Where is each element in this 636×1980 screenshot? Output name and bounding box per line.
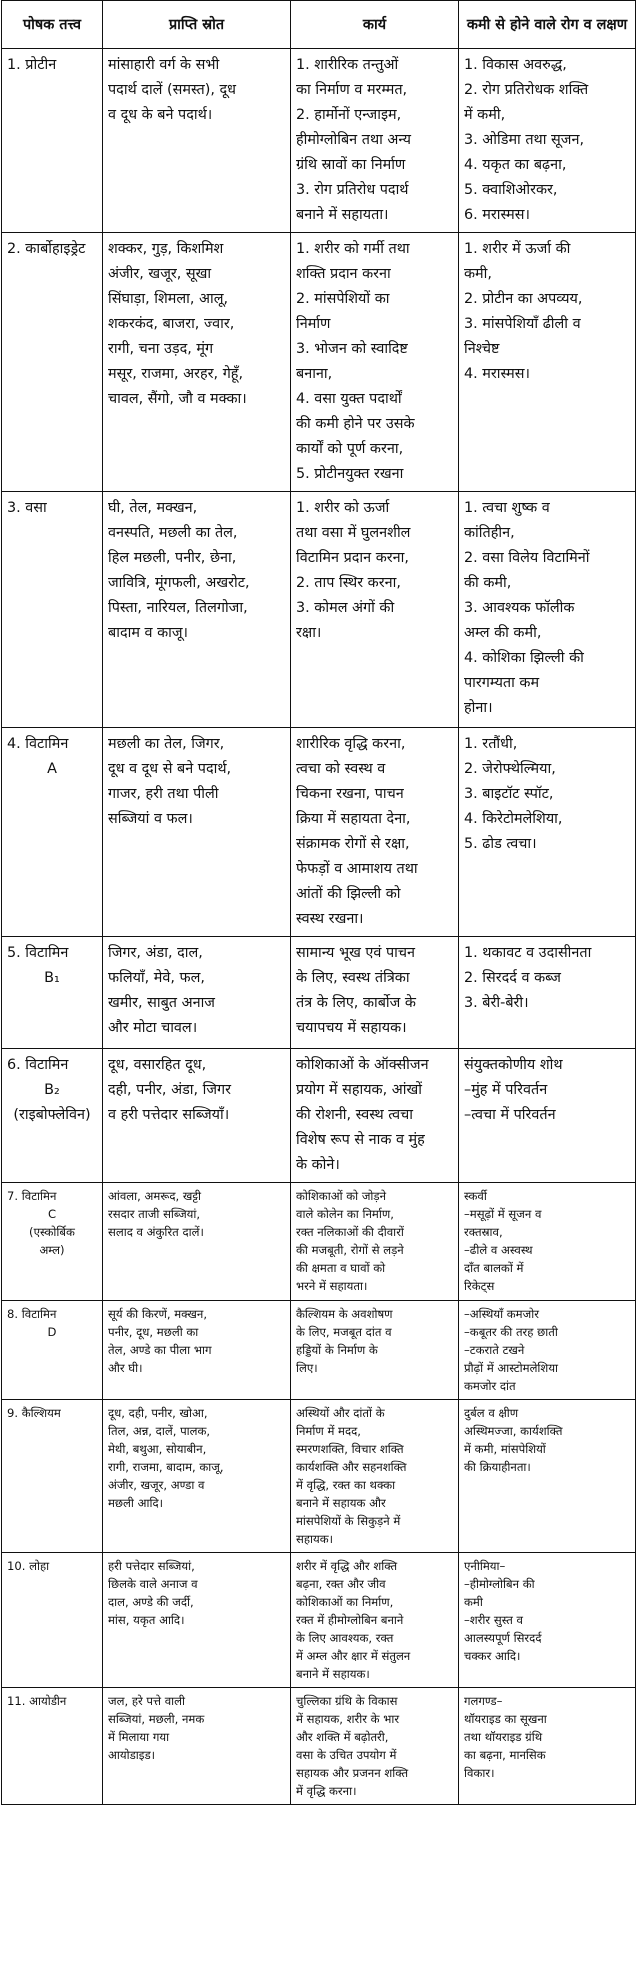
- table-row: [2, 49, 636, 233]
- cell-line: 1. शरीर में ऊर्जा की: [464, 241, 571, 257]
- cell-line: चुल्लिका ग्रंथि के विकास: [296, 1694, 398, 1708]
- cell-line: मांसपेशियों के सिकुड़ने में: [296, 1514, 401, 1528]
- cell-line: 1. थकावट व उदासीनता: [464, 945, 592, 961]
- functions-cell: [291, 1301, 459, 1400]
- functions-cell: [291, 1049, 459, 1183]
- nutrient-cell: [2, 1400, 103, 1553]
- cell-line: 11. आयोडीन: [7, 1694, 67, 1708]
- cell-line: 2. मांसपेशियों का: [296, 291, 390, 307]
- cell-line: दही, पनीर, अंडा, जिगर: [108, 1082, 232, 1098]
- cell-line: सलाद व अंकुरित दालें।: [108, 1225, 204, 1239]
- cell-line: बढ़ना, रक्त और जीव: [296, 1577, 386, 1591]
- cell-line: मछली का तेल, जिगर,: [108, 736, 225, 752]
- cell-line: आलस्यपूर्ण सिरदर्द: [464, 1631, 542, 1645]
- cell-line: भरने में सहायता।: [296, 1279, 368, 1293]
- cell-line: मछली आदि।: [108, 1496, 164, 1510]
- cell-line: 4. मरास्मस।: [464, 366, 530, 382]
- cell-line: रक्षा।: [296, 625, 322, 641]
- deficiency-cell: [459, 1553, 636, 1688]
- sources-cell: [103, 1301, 291, 1400]
- cell-line: पदार्थ दालें (समस्त), दूध: [108, 82, 237, 98]
- cell-line: A: [47, 761, 57, 777]
- deficiency-cell: [459, 1183, 636, 1301]
- cell-line: 4. किरेटोमलेशिया,: [464, 811, 563, 827]
- cell-line: (एस्कोर्बिक: [29, 1225, 75, 1239]
- cell-line: में वृद्धि करना।: [296, 1784, 357, 1798]
- sources-cell: [103, 1400, 291, 1553]
- cell-line: वाले कोलेन का निर्माण,: [296, 1207, 394, 1221]
- sources-cell: [103, 492, 291, 728]
- cell-line: 8. विटामिन: [7, 1307, 57, 1321]
- cell-line: शक्ति प्रदान करना: [296, 266, 391, 282]
- cell-line: में कमी, मांसपेशियों: [464, 1442, 546, 1456]
- nutrient-cell: [2, 1688, 103, 1805]
- cell-line: की कमी होने पर उसके: [296, 416, 415, 432]
- nutrient-cell: [2, 1301, 103, 1400]
- cell-line: 2. जेरोफ्थेल्मिया,: [464, 761, 556, 777]
- cell-line: गाजर, हरी तथा पीली: [108, 786, 219, 802]
- cell-line: 5. ढोड त्वचा।: [464, 836, 537, 852]
- cell-line: 10. लोहा: [7, 1559, 50, 1573]
- cell-line: हड्डियों के निर्माण के: [296, 1343, 378, 1357]
- cell-line: –मसूढ़ों में सूजन व: [464, 1207, 542, 1221]
- header-sources: प्राप्ति स्रोत: [103, 1, 291, 49]
- cell-line: 3. भोजन को स्वादिष्ट: [296, 341, 408, 357]
- cell-line: कमजोर दांत: [464, 1379, 516, 1393]
- functions-cell: [291, 1688, 459, 1805]
- cell-line: ग्रंथि स्रावों का निर्माण: [296, 157, 406, 173]
- cell-line: 1. विकास अवरुद्ध,: [464, 57, 567, 73]
- cell-line: कमी,: [464, 266, 492, 282]
- cell-line: जल, हरे पत्ते वाली: [108, 1694, 186, 1708]
- deficiency-cell: [459, 492, 636, 728]
- cell-line: 1. रतौंधी,: [464, 736, 518, 752]
- cell-line: तंत्र के लिए, कार्बोज के: [296, 995, 416, 1011]
- cell-line: रिकेट्स: [464, 1279, 495, 1293]
- cell-line: मेथी, बथुआ, सोयाबीन,: [108, 1442, 207, 1456]
- functions-cell: [291, 937, 459, 1049]
- deficiency-cell: [459, 1301, 636, 1400]
- nutrient-cell: [2, 492, 103, 728]
- cell-line: –त्वचा में परिवर्तन: [464, 1107, 556, 1123]
- cell-line: और शक्ति में बढ़ोतरी,: [296, 1730, 389, 1744]
- cell-line: 1. प्रोटीन: [7, 57, 57, 73]
- cell-line: आंतों की झिल्ली को: [296, 886, 401, 902]
- cell-line: रक्त में हीमोग्लोबिन बनाने: [296, 1613, 404, 1627]
- cell-line: स्मरणशक्ति, विचार शक्ति: [296, 1442, 404, 1456]
- cell-line: –कबूतर की तरह छाती: [464, 1325, 558, 1339]
- deficiency-cell: [459, 1688, 636, 1805]
- cell-line: पिस्ता, नारियल, तिलगोजा,: [108, 600, 248, 616]
- cell-line: 6. मरास्मस।: [464, 207, 530, 223]
- table-row: [2, 1688, 636, 1805]
- cell-line: –ढीले व अस्वस्थ: [464, 1243, 533, 1257]
- cell-line: 6. विटामिन: [7, 1057, 69, 1073]
- cell-line: –हीमोग्लोबिन की: [464, 1577, 535, 1591]
- cell-line: बनाने में सहायक।: [296, 1667, 370, 1681]
- cell-line: बनाने में सहायक और: [296, 1496, 386, 1510]
- cell-line: रसदार ताजी सब्जियां,: [108, 1207, 201, 1221]
- sources-cell: [103, 1183, 291, 1301]
- cell-line: सूर्य की किरणें, मक्खन,: [108, 1307, 208, 1321]
- deficiency-cell: [459, 1049, 636, 1183]
- cell-line: –शरीर सुस्त व: [464, 1613, 523, 1627]
- cell-line: निश्चेष्ट: [464, 341, 500, 357]
- table-row: [2, 1049, 636, 1183]
- sources-cell: [103, 728, 291, 937]
- nutrient-cell: [2, 1049, 103, 1183]
- cell-line: थॉयराइड का सूखना: [464, 1712, 547, 1726]
- cell-line: दूध, वसारहित दूध,: [108, 1057, 207, 1073]
- cell-line: कार्यों को पूर्ण करना,: [296, 441, 404, 457]
- cell-line: 1. शरीर को गर्मी तथा: [296, 241, 410, 257]
- functions-cell: [291, 492, 459, 728]
- cell-line: तिल, अन्न, दालें, पालक,: [108, 1424, 211, 1438]
- header-deficiency: कमी से होने वाले रोग व लक्षण: [459, 1, 636, 49]
- cell-line: की कमी,: [464, 575, 512, 591]
- functions-cell: [291, 233, 459, 492]
- cell-line: शक्कर, गुड़, किशमिश: [108, 241, 224, 257]
- cell-line: दूध, दही, पनीर, खोआ,: [108, 1406, 208, 1420]
- table-row: [2, 728, 636, 937]
- table-row: [2, 492, 636, 728]
- header-nutrient: पोषक तत्त्व: [2, 1, 103, 49]
- cell-line: शकरकंद, बाजरा, ज्वार,: [108, 316, 235, 332]
- cell-line: स्वस्थ रखना।: [296, 911, 364, 927]
- cell-line: चावल, सैंगो, जौ व मक्का।: [108, 391, 247, 407]
- cell-line: प्रौढ़ों में आस्टोमलेशिया: [464, 1361, 559, 1375]
- cell-line: 3. बाइटॉट स्पॉट,: [464, 786, 554, 802]
- nutrient-cell: [2, 1553, 103, 1688]
- cell-line: 2. सिरदर्द व कब्ज: [464, 970, 561, 986]
- cell-line: के कोने।: [296, 1157, 340, 1173]
- cell-line: सिंघाड़ा, शिमला, आलू,: [108, 291, 229, 307]
- sources-cell: [103, 233, 291, 492]
- cell-line: 2. रोग प्रतिरोधक शक्ति: [464, 82, 589, 98]
- cell-line: 2. वसा विलेय विटामिनों: [464, 550, 590, 566]
- cell-line: कोशिकाओं को जोड़ने: [296, 1189, 387, 1203]
- cell-line: वसा के उचित उपयोग में: [296, 1748, 397, 1762]
- cell-line: आयोडाइड।: [108, 1748, 156, 1762]
- functions-cell: [291, 1183, 459, 1301]
- cell-line: तेल, अण्डे का पीला भाग: [108, 1343, 212, 1357]
- cell-line: सहायक।: [296, 1532, 334, 1546]
- cell-line: बनाने में सहायता।: [296, 207, 389, 223]
- table-row: [2, 233, 636, 492]
- cell-line: रागी, चना उड़द, मूंग: [108, 341, 214, 357]
- cell-line: –अस्थियाँ कमजोर: [464, 1307, 539, 1321]
- cell-line: के लिए, स्वस्थ तंत्रिका: [296, 970, 410, 986]
- cell-line: की रोशनी, स्वस्थ त्वचा: [296, 1107, 413, 1123]
- deficiency-cell: [459, 937, 636, 1049]
- cell-line: 1. शरीर को ऊर्जा: [296, 500, 390, 516]
- cell-line: (राइबोफ्लेविन): [13, 1107, 91, 1123]
- cell-line: पारगम्यता कम: [464, 675, 540, 691]
- cell-line: हीमोग्लोबिन तथा अन्य: [296, 132, 412, 148]
- cell-line: हिल मछली, पनीर, छेना,: [108, 550, 237, 566]
- table-row: [2, 937, 636, 1049]
- cell-line: गलगण्ड–: [464, 1694, 503, 1708]
- cell-line: संयुक्तकोणीय शोथ: [464, 1057, 563, 1073]
- cell-line: 3. मांसपेशियाँ ढीली व: [464, 316, 581, 332]
- cell-line: तथा थॉयराइड ग्रंथि: [464, 1730, 543, 1744]
- cell-line: रक्तस्राव,: [464, 1225, 503, 1239]
- cell-line: 2. कार्बोहाइड्रेट: [7, 241, 86, 257]
- cell-line: में कमी,: [464, 107, 506, 123]
- cell-line: खमीर, साबुत अनाज: [108, 995, 215, 1011]
- cell-line: दाल, अण्डे की जर्दी,: [108, 1595, 194, 1609]
- cell-line: और घी।: [108, 1361, 143, 1375]
- cell-line: चिकना रखना, पाचन: [296, 786, 404, 802]
- cell-line: कोशिकाओं का निर्माण,: [296, 1595, 394, 1609]
- cell-line: घी, तेल, मक्खन,: [108, 500, 198, 516]
- cell-line: 3. ओडिमा तथा सूजन,: [464, 132, 585, 148]
- functions-cell: [291, 1400, 459, 1553]
- cell-line: वनस्पति, मछली का तेल,: [108, 525, 238, 541]
- cell-line: 5. प्रोटीनयुक्त रखना: [296, 466, 404, 482]
- cell-line: में मिलाया गया: [108, 1730, 170, 1744]
- cell-line: मांसाहारी वर्ग के सभी: [108, 57, 220, 73]
- deficiency-cell: [459, 49, 636, 233]
- nutrient-cell: [2, 728, 103, 937]
- table-row: [2, 1400, 636, 1553]
- cell-line: दाँत बालकों में: [464, 1261, 524, 1275]
- cell-line: विशेष रूप से नाक व मुंह: [296, 1132, 425, 1148]
- cell-line: जावित्रि, मूंगफली, अखरोट,: [108, 575, 250, 591]
- cell-line: में अम्ल और क्षार में संतुलन: [296, 1649, 411, 1663]
- cell-line: 2. ताप स्थिर करना,: [296, 575, 401, 591]
- cell-line: लिए।: [296, 1361, 318, 1375]
- cell-line: का बढ़ना, मानसिक: [464, 1748, 546, 1762]
- sources-cell: [103, 1553, 291, 1688]
- cell-line: B₁: [44, 970, 60, 986]
- sources-cell: [103, 49, 291, 233]
- cell-line: और मोटा चावल।: [108, 1020, 198, 1036]
- cell-line: D: [47, 1325, 57, 1339]
- cell-line: अस्थियों और दांतों के: [296, 1406, 385, 1420]
- cell-line: पनीर, दूध, मछली का: [108, 1325, 199, 1339]
- cell-line: सब्जियां, मछली, नमक: [108, 1712, 205, 1726]
- cell-line: 4. वसा युक्त पदार्थों: [296, 391, 402, 407]
- cell-line: में वृद्धि, रक्त का थक्का: [296, 1478, 396, 1492]
- cell-line: 5. विटामिन: [7, 945, 69, 961]
- cell-line: निर्माण: [296, 316, 331, 332]
- nutrition-table: [1, 0, 636, 1805]
- cell-line: विकार।: [464, 1766, 495, 1780]
- cell-line: 1. शारीरिक तन्तुओं: [296, 57, 399, 73]
- cell-line: जिगर, अंडा, दाल,: [108, 945, 203, 961]
- cell-line: आंवला, अमरूद, खट्टी: [108, 1189, 202, 1203]
- cell-line: तथा वसा में घुलनशील: [296, 525, 411, 541]
- cell-line: के लिए, मजबूत दांत व: [296, 1325, 392, 1339]
- cell-line: में सहायक, शरीर के भार: [296, 1712, 400, 1726]
- cell-line: रागी, राजमा, बादाम, काजू,: [108, 1460, 224, 1474]
- header-row: [2, 1, 636, 49]
- cell-line: सहायक और प्रजनन शक्ति: [296, 1766, 409, 1780]
- cell-line: 3. आवश्यक फॉलीक: [464, 600, 575, 616]
- deficiency-cell: [459, 728, 636, 937]
- sources-cell: [103, 937, 291, 1049]
- cell-line: होना।: [464, 700, 493, 716]
- functions-cell: [291, 728, 459, 937]
- table-row: [2, 1183, 636, 1301]
- deficiency-cell: [459, 1400, 636, 1553]
- cell-line: एनीमिया–: [464, 1559, 506, 1573]
- cell-line: व दूध के बने पदार्थ।: [108, 107, 213, 123]
- cell-line: क्रिया में सहायता देना,: [296, 811, 411, 827]
- cell-line: सामान्य भूख एवं पाचन: [296, 945, 415, 961]
- cell-line: शारीरिक वृद्धि करना,: [296, 736, 406, 752]
- cell-line: चयापचय में सहायक।: [296, 1020, 407, 1036]
- cell-line: अंजीर, खजूर, अण्डा व: [108, 1478, 205, 1492]
- cell-line: 3. कोमल अंगों की: [296, 600, 395, 616]
- nutrient-cell: [2, 233, 103, 492]
- table-row: [2, 1553, 636, 1688]
- nutrient-cell: [2, 937, 103, 1049]
- cell-line: की क्षमता व घावों को: [296, 1261, 386, 1275]
- cell-line: अम्ल की कमी,: [464, 625, 542, 641]
- cell-line: फलियाँ, मेवे, फल,: [108, 970, 205, 986]
- cell-line: छिलके वाले अनाज व: [108, 1577, 198, 1591]
- cell-line: स्कर्वी: [464, 1189, 487, 1203]
- cell-line: प्रयोग में सहायक, आंखों: [296, 1082, 422, 1098]
- cell-line: कार्यशक्ति और सहनशक्ति: [296, 1460, 407, 1474]
- cell-line: 2. प्रोटीन का अपव्यय,: [464, 291, 583, 307]
- cell-line: मसूर, राजमा, अरहर, गेहूँ,: [108, 366, 244, 382]
- cell-line: कोशिकाओं के ऑक्सीजन: [296, 1057, 429, 1073]
- nutrient-cell: [2, 49, 103, 233]
- cell-line: बादाम व काजू।: [108, 625, 188, 641]
- cell-line: 3. वसा: [7, 500, 47, 516]
- cell-line: 5. क्वाशिओरकर,: [464, 182, 558, 198]
- cell-line: 1. त्वचा शुष्क व: [464, 500, 550, 516]
- functions-cell: [291, 1553, 459, 1688]
- cell-line: अंजीर, खजूर, सूखा: [108, 266, 212, 282]
- cell-line: C: [47, 1207, 57, 1221]
- cell-line: 7. विटामिन: [7, 1189, 57, 1203]
- cell-line: व हरी पत्तेदार सब्जियाँ।: [108, 1107, 230, 1123]
- cell-line: शरीर में वृद्धि और शक्ति: [296, 1559, 398, 1573]
- cell-line: 4. कोशिका झिल्ली की: [464, 650, 584, 666]
- cell-line: कमी: [464, 1595, 483, 1609]
- cell-line: फेफड़ों व आमाशय तथा: [296, 861, 418, 877]
- cell-line: बनाना,: [296, 366, 333, 382]
- nutrient-cell: [2, 1183, 103, 1301]
- cell-line: –टकराते टखने: [464, 1343, 525, 1357]
- functions-cell: [291, 49, 459, 233]
- header-functions: कार्य: [291, 1, 459, 49]
- cell-line: अस्थिमज्जा, कार्यशक्ति: [464, 1424, 563, 1438]
- cell-line: त्वचा को स्वस्थ व: [296, 761, 386, 777]
- cell-line: के लिए आवश्यक, रक्त: [296, 1631, 394, 1645]
- deficiency-cell: [459, 233, 636, 492]
- cell-line: मांस, यकृत आदि।: [108, 1613, 185, 1627]
- cell-line: सब्जियां व फल।: [108, 811, 193, 827]
- cell-line: दुर्बल व क्षीण: [464, 1406, 519, 1420]
- cell-line: B₂: [44, 1082, 60, 1098]
- sources-cell: [103, 1688, 291, 1805]
- cell-line: चक्कर आदि।: [464, 1649, 521, 1663]
- cell-line: 3. बेरी-बेरी।: [464, 995, 529, 1011]
- cell-line: रक्त नलिकाओं की दीवारों: [296, 1225, 404, 1239]
- cell-line: कांतिहीन,: [464, 525, 515, 541]
- cell-line: 3. रोग प्रतिरोध पदार्थ: [296, 182, 409, 198]
- cell-line: संक्रामक रोगों से रक्षा,: [296, 836, 410, 852]
- cell-line: –मुंह में परिवर्तन: [464, 1082, 548, 1098]
- cell-line: दूध व दूध से बने पदार्थ,: [108, 761, 232, 777]
- cell-line: निर्माण में मदद,: [296, 1424, 361, 1438]
- cell-line: 4. विटामिन: [7, 736, 69, 752]
- cell-line: कैल्शियम के अवशोषण: [296, 1307, 393, 1321]
- cell-line: अम्ल): [39, 1243, 65, 1257]
- cell-line: हरी पत्तेदार सब्जियां,: [108, 1559, 195, 1573]
- cell-line: 9. कैल्शियम: [7, 1406, 61, 1420]
- cell-line: की क्रियाहीनता।: [464, 1460, 531, 1474]
- cell-line: का निर्माण व मरम्मत,: [296, 82, 408, 98]
- cell-line: विटामिन प्रदान करना,: [296, 550, 409, 566]
- table-row: [2, 1301, 636, 1400]
- cell-line: 2. हार्मोनों एन्जाइम,: [296, 107, 402, 123]
- cell-line: की मजबूती, रोगों से लड़ने: [296, 1243, 404, 1257]
- cell-line: 4. यकृत का बढ़ना,: [464, 157, 567, 173]
- sources-cell: [103, 1049, 291, 1183]
